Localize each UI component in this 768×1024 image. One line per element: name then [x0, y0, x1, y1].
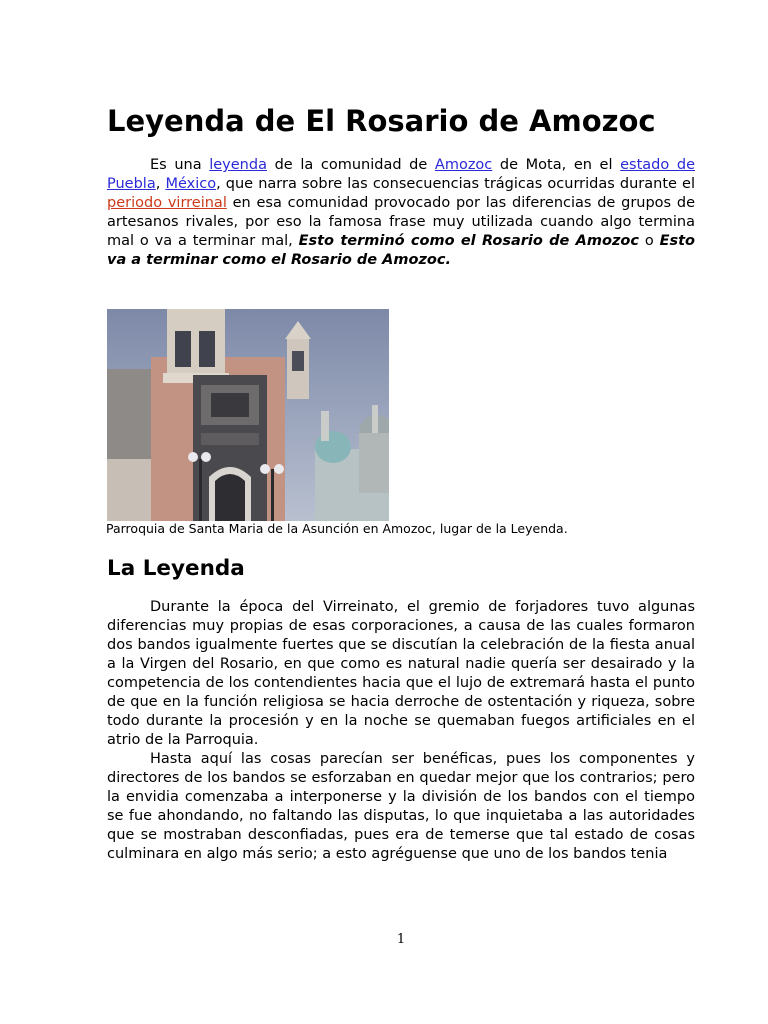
link-amozoc[interactable]: Amozoc	[434, 157, 493, 173]
section-heading: La Leyenda	[107, 556, 245, 581]
image-caption: Parroquia de Santa Maria de la Asunción en Amozoc, lugar de la Leyenda.	[106, 521, 568, 536]
intro-text: Es una	[150, 157, 210, 173]
paragraph: Durante la época del Virreinato, el gremio de forjadores tuvo algunas diferencias muy propias de esas corporaciones, a causa de las cuales formaron dos bandos igualmente fuertes que se discutían la celebración de la fiesta anual a la Virgen del Rosario, en que como es natural nadie quería ser desairado y la competencia de los contendientes hacia que el lujo de extremará hasta el punto de que en la función religiosa se hacia derroche de ostentación y riqueza, sobre todo durante la procesión y en la noche se quemaban fuegos artificiales en el atrio de la Parroquia.	[107, 599, 695, 748]
link-estado-de-puebla[interactable]: estado de Puebla	[107, 157, 696, 192]
intro-text: en esa comunidad provocado por las diferencias de grupos de artesanos rivales, por eso la famosa frase muy utilizada cuando algo termina mal o va a terminar mal,	[107, 195, 696, 249]
church-photo	[107, 309, 389, 521]
link-periodo-virreinal[interactable]: periodo virreinal	[107, 195, 227, 211]
page-number: 1	[396, 932, 406, 947]
section-body	[107, 598, 695, 864]
link-mexico[interactable]: México	[165, 176, 217, 192]
church-photo-illustration	[107, 309, 389, 521]
intro-text: de la comunidad de	[266, 157, 435, 173]
famous-phrase-2: Esto va a terminar como el Rosario de Amozoc.	[107, 233, 695, 268]
intro-text: de Mota, en el	[492, 157, 621, 173]
page-title: Leyenda de El Rosario de Amozoc	[107, 104, 656, 138]
paragraph: Hasta aquí las cosas parecían ser benéficas, pues los componentes y directores de los bandos se esforzaban en quedar mejor que los contrarios; pero la envidia comenzaba a interponerse y la división de los bandos con el tiempo se fue ahondando, no faltando las disputas, lo que inquietaba a las autoridades que se mostraban desconfiadas, pues era de temerse que tal estado de cosas culminara en algo más serio; a esto agréguense que uno de los bandos tenia	[107, 751, 695, 862]
intro-text: o	[638, 233, 660, 249]
document-page	[107, 0, 695, 1024]
intro-text: , que narra sobre las consecuencias trágicas ocurridas durante el	[216, 176, 695, 192]
intro-paragraph	[107, 156, 695, 270]
link-leyenda[interactable]: leyenda	[209, 157, 267, 173]
intro-text: ,	[155, 176, 166, 192]
famous-phrase-1: Esto terminó como el Rosario de Amozoc	[298, 233, 639, 249]
